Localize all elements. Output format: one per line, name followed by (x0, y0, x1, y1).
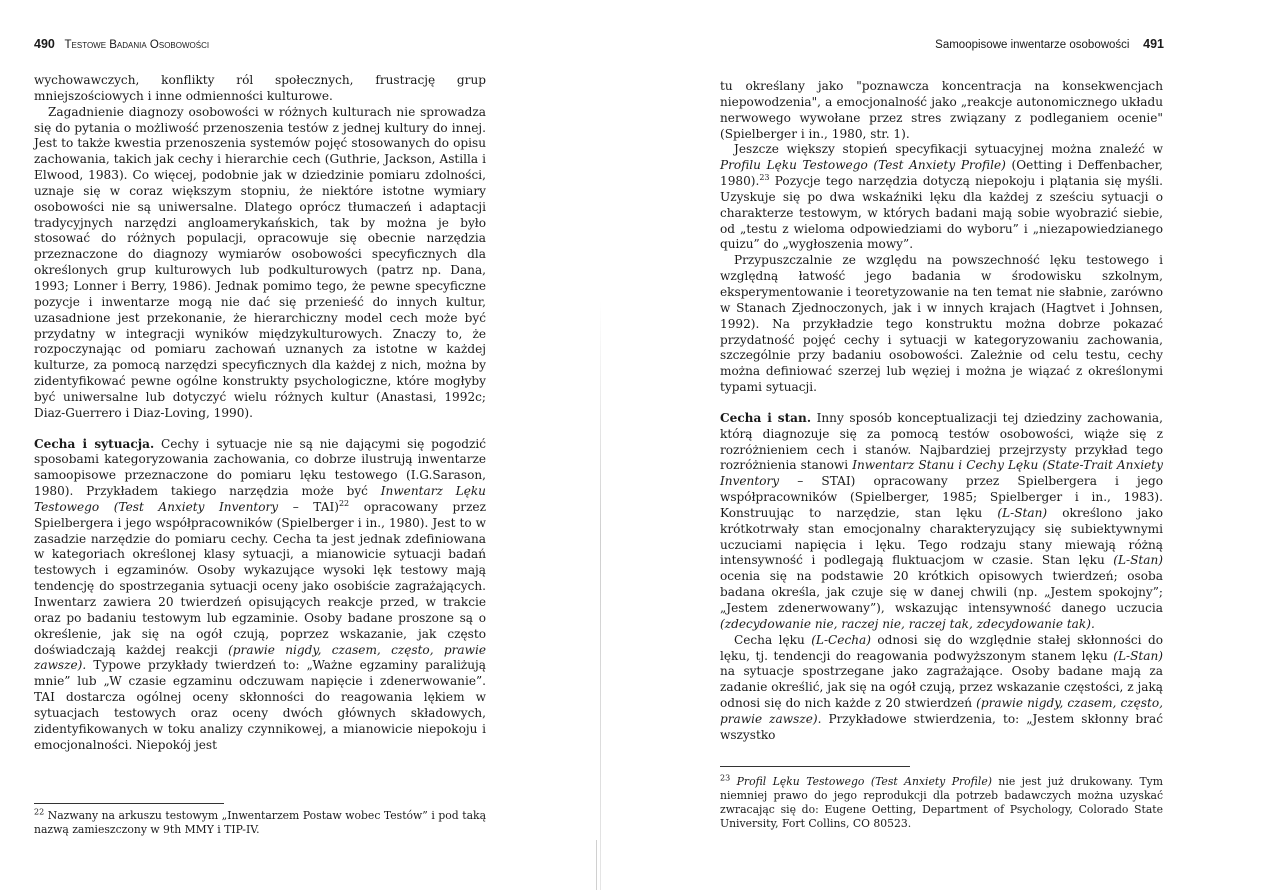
text-span: ocenia się na podstawie 20 krótkich opisowych twierdzeń; osoba badana określa, jak czuje się w danej chwili (np. „Jestem spokojny”; „Jestem zdenerwowany”), wskazując intensywność danego uczucia (720, 569, 1163, 615)
abbrev: (L-Stan) (997, 505, 1048, 520)
text-span: (Oetting i Deffenbacher, 1980). (720, 158, 1163, 189)
page-number: 490 (34, 37, 55, 51)
section-paragraph (34, 437, 486, 754)
work-title: Profil Lęku Testowego (Test Anxiety Profile) (736, 775, 992, 788)
text-span: Przykładowe stwierdzenia, to: „Jestem skłonny brać wszystko (720, 711, 1163, 742)
footnote-number: 23 (720, 773, 731, 783)
footnote-text: nie jest już drukowany. Tym niemniej prawo do jego reprodukcji dla potrzeb badawczych można uzyskać zwracając się do: Eugene Oetting, Department of Psychology, Colorado State University, Fort Collins, CO 80523. (720, 775, 1163, 830)
work-title: Profilu Lęku Testowego (Test Anxiety Profile) (720, 158, 1006, 173)
abbrev: (L-Cecha) (811, 632, 871, 647)
right-page-header (935, 37, 1164, 51)
running-title: Testowe Badania Osobowości (64, 39, 210, 51)
section-heading: Cecha i stan. (720, 410, 812, 425)
text-span: opracowany przez Spielbergera i jego współpracowników (Spielberger i in., 1980). Jest to w zasadzie narzędzie do pomiaru cechy. Cecha ta jest jednak zdefiniowana w kategoriach określonej klasy sytuacji, a mianowicie sytuacji badań testowych i egzaminów. Osoby wykazujące wysoki lęk testowy mają tendencję do spostrzegania sytuacji oceny jako osobiście zagrażających. Inwentarz zawiera 20 twierdzeń opisujących reakcje przed, w trakcie oraz po badaniu testowym lub egzaminie. Osoby badane proszone są o określenie, jak się na ogół czują, poprzez wskazanie, jak często doświadczają każdej reakcji (34, 499, 486, 657)
running-title: Samoopisowe inwentarze osobowości (935, 39, 1130, 51)
footnote (34, 809, 486, 837)
text-span: określono jako krótkotrwały stan emocjonalny charakteryzujący się subiektywnymi uczuciami napięcia i lęku. Tego rodzaju stany miewają różną intensywność i podlegają fluktuacjom w czasie. Stan lęku (720, 505, 1163, 568)
binding-edge (596, 840, 601, 890)
section-paragraph (720, 411, 1163, 633)
abbrev: (L-Stan) (1113, 553, 1163, 568)
paragraph: wychowawczych, konflikty ról społecznych, frustrację grup mniejszościowych i inne odmienności kulturowe. (34, 73, 486, 103)
abbrev: (L-Stan) (1113, 648, 1163, 663)
text-span: Cechy i sytuacje nie są nie dającymi się pogodzić sposobami kategoryzowania zachowania, co dobrze ilustrują inwentarze samoopisowe przeznaczone do pomiaru lęku testowego (I.G.Sarason, 1980). Przykładem takiego narzędzia może być (34, 436, 486, 499)
paragraph: Zagadnienie diagnozy osobowości w różnych kulturach nie sprowadza się do pytania o możliwość przenoszenia testów z jednej kultury do innej. Jest to także kwestia przenoszenia systemów pojęć stosowanych do opisu zachowania, takich jak cechy i hierarchie cech (Guthrie, Jackson, Astilla i Elwood, 1983). Co więcej, podobnie jak w dziedzinie pomiaru zdolności, uznaje się w coraz większym stopniu, że niektóre istotne wymiary osobowości nie są uniwersalne. Dlatego oprócz tłumaczeń i adaptacji tradycyjnych narzędzi angloamerykańskich, tak by można je było stosować do różnych populacji, opracowuje się obecnie narzędzia przeznaczone do diagnozy wymiarów osobowości specyficznych dla określonych grup kulturowych lub podkulturowych (patrz np. Dana, 1993; Lonner i Berry, 1986). Jednak pomimo tego, że pewne specyficzne pozycje i inwentarze mogą nie dać się przenieść do innych kultur, uzasadnione jest przekonanie, że hierarchiczny model cech może być przydatny w integracji wyników międzykulturowych. Znaczy to, że rozpoczynając od pomiaru zachowań uznanych za istotne w każdej kulturze, za pomocą narzędzi specyficznych dla każdej z nich, można by zidentyfikować pewne ogólne konstrukty psychologiczne, które mogłyby być uniwersalne lub dotyczyć wielu różnych kultur (Anastasi, 1992c; Diaz-Guerrero i Diaz-Loving, 1990). (34, 104, 486, 420)
paragraph: Przypuszczalnie ze względu na powszechność lęku testowego i względną łatwość jego badania w środowisku szkolnym, eksperymentowanie i teoretyzowanie na ten temat nie słabnie, zarówno w Stanach Zjednoczonych, jak i w innych krajach (Hagtvet i Johnsen, 1992). Na przykładzie tego konstruktu można dobrze pokazać przydatność pojęć cechy i sytuacji w kategoryzowaniu zachowania, szczególnie przy badaniu osobowości. Zależnie od celu testu, cechy można definiować szerzej lub węziej i można je wiązać z określonymi typami sytuacji. (720, 253, 1163, 395)
text-span: Jeszcze większy stopień specyfikacji sytuacyjnej można znaleźć w (734, 142, 1163, 157)
footnote (720, 775, 1163, 831)
scale-labels: (zdecydowanie nie, raczej nie, raczej tak, zdecydowanie tak). (720, 616, 1095, 631)
text-span: Inny sposób konceptualizacji tej dziedziny zachowania, którą diagnozuje się za pomocą testów osobowości, wiąże się z rozróżnieniem cech i stanów. Najbardziej przejrzysty przykład tego rozróżnienia stanowi (720, 410, 1163, 473)
left-page-header (34, 37, 209, 51)
scale-labels: (prawie nigdy, czasem, często, prawie zawsze). (34, 642, 486, 673)
text-span: Cecha lęku (734, 632, 805, 647)
section-heading: Cecha i sytuacja. (34, 436, 155, 451)
footnote-text: Nazwany na arkuszu testowym „Inwentarzem Postaw wobec Testów” i pod taką nazwą zamieszczony w 9th MMY i TIP-IV. (34, 809, 487, 836)
footnote-ref: 23 (759, 173, 770, 183)
work-title: Inwentarz Lęku Testowego (Test Anxiety Inventory (34, 484, 486, 514)
text-span: na sytuacje spostrzegane jako zagrażające. Osoby badane mają za zadanie określić, jak się na ogół czują, przez wskazanie częstości, z jaką odnosi się do nich każde z 20 stwierdzeń (720, 664, 1163, 711)
footnote-ref: 22 (338, 498, 350, 508)
text-span: – TAI) (292, 499, 339, 514)
right-page (620, 0, 1262, 894)
paragraph (720, 633, 1163, 744)
scale-labels: (prawie nigdy, czasem, często, prawie zawsze). (720, 696, 1163, 726)
right-body-text (720, 79, 1163, 744)
left-body-text (34, 73, 486, 753)
work-title: Inwentarz Stanu i Cechy Lęku (State-Trait Anxiety Inventory (720, 458, 1163, 489)
footnote-number: 22 (34, 807, 45, 817)
page-number: 491 (1143, 37, 1164, 51)
text-span: Pozycje tego narzędzia dotyczą niepokoju i plątania się myśli. Uzyskuje się po dwa wskaźniki lęku dla każdej z sześciu sytuacji o charakterze testowym, w których badani mają sobie wyobrazić siebie, od „testu z wieloma odpowiedziami do wyboru” i „niezapowiedzianego quizu” do „wygłoszenia mowy”. (720, 174, 1163, 252)
paragraph: tu określany jako "poznawcza koncentracja na konsekwencjach niepowodzenia", a emocjonalność jako „reakcje autonomicznego układu nerwowego wywołane przez stres związany z podleganiem ocenie" (Spielberger i in., 1980, str. 1). (720, 79, 1163, 141)
text-span: odnosi się do względnie stałej skłonności do lęku, tj. tendencji do reagowania podwyższonym stanem lęku (720, 632, 1163, 663)
binding-gutter (600, 300, 601, 890)
footnote-rule (720, 766, 910, 767)
text-span: Typowe przykłady twierdzeń to: „Ważne egzaminy paraliżują mnie” lub „W czasie egzaminu odczuwam napięcie i zdenerwowanie”. TAI dostarcza ogólnej oceny skłonności do reagowania lękiem w sytuacjach testowych oraz oceny dwóch głównych składowych, zidentyfikowanych w toku analizy czynnikowej, a mianowicie niepokoju i emocjonalności. Niepokój jest (34, 658, 486, 752)
footnote-rule (34, 803, 224, 804)
paragraph (720, 142, 1163, 253)
left-page (0, 0, 620, 894)
text-span: – STAI) opracowany przez Spielbergera i jego współpracowników (Spielberger, 1985; Spielberger i in., 1983). Konstruując to narzędzie, stan lęku (720, 474, 1163, 520)
